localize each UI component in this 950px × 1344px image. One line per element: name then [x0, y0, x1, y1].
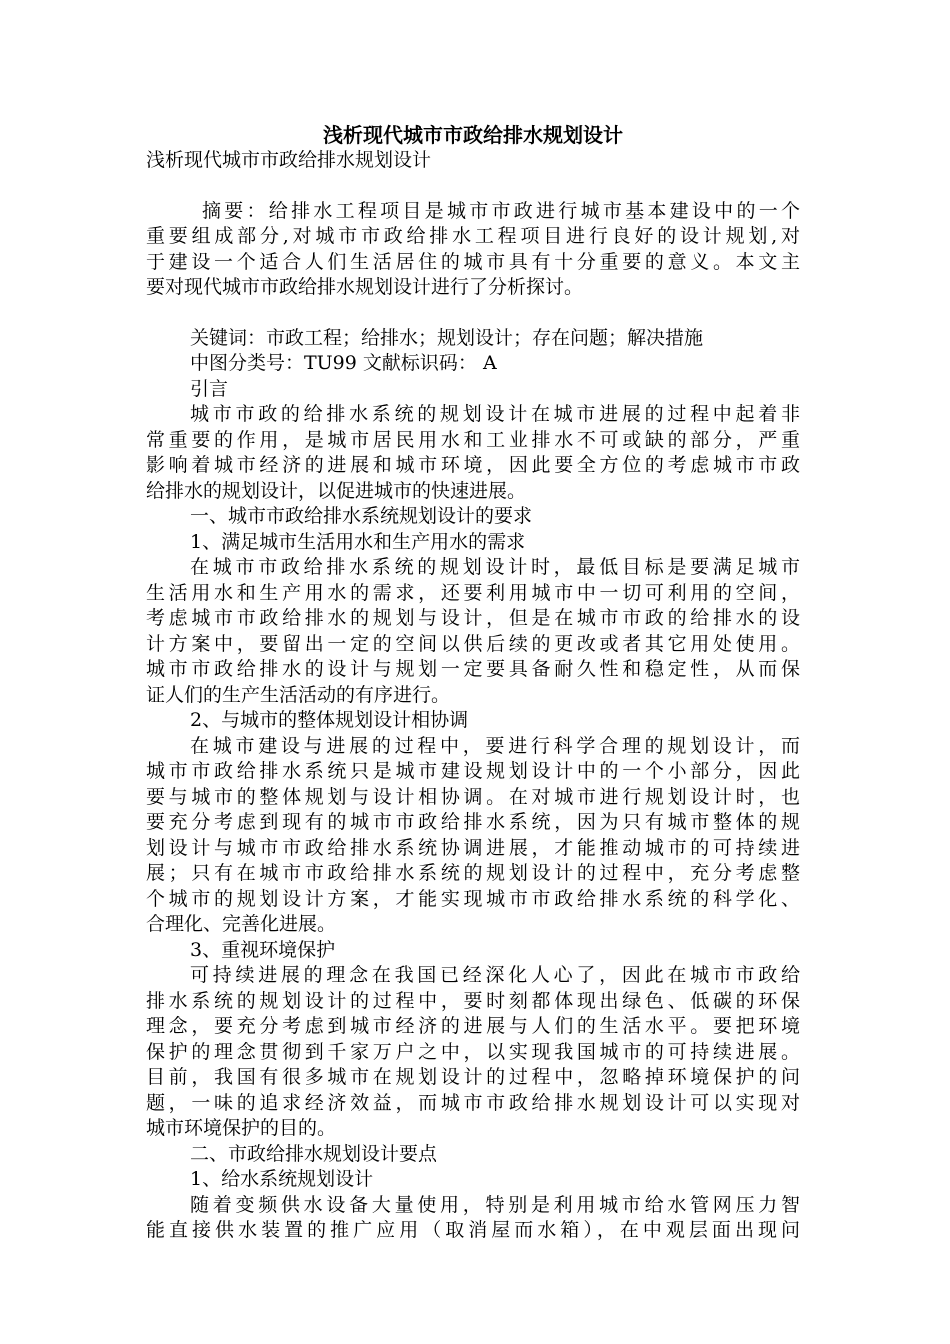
paragraph-line: 计方案中，要留出一定的空间以供后续的更改或者其它用处使用。 [146, 632, 800, 655]
subsection-heading: 1、满足城市生活用水和生产用水的需求 [190, 530, 526, 553]
paragraph-line: 要与城市的整体规划与设计相协调。在对城市进行规划设计时，也 [146, 785, 800, 808]
subsection-heading: 3、重视环境保护 [190, 938, 336, 961]
paragraph-line: 影响着城市经济的进展和城市环境，因此要全方位的考虑城市市政 [146, 454, 800, 476]
paragraph-line: 合理化、完善化进展。 [146, 913, 337, 935]
paragraph-line: 理念，要充分考虑到城市经济的进展与人们的生活水平。要把环境 [146, 1015, 800, 1037]
paragraph-line: 可持续进展的理念在我国已经深化人心了，因此在城市市政给 [190, 964, 800, 986]
paragraph-line: 城市市政给排水的设计与规划一定要具备耐久性和稳定性，从而保 [146, 658, 800, 680]
subsection-heading: 2、与城市的整体规划设计相协调 [190, 709, 469, 731]
paragraph-line: 常重要的作用，是城市居民用水和工业排水不可或缺的部分，严重 [146, 428, 800, 451]
paragraph-line: 随着变频供水设备大量使用，特别是利用城市给水管网压力智 [190, 1193, 800, 1216]
abstract-line: 重要组成部分,对城市市政给排水工程项目进行良好的设计规划,对 [146, 225, 800, 247]
document-subtitle: 浅析现代城市市政给排水规划设计 [146, 149, 432, 171]
paragraph-line: 展；只有在城市市政给排水系统的规划设计的过程中，充分考虑整 [146, 862, 800, 884]
section-heading: 一、城市市政给排水系统规划设计的要求 [190, 505, 533, 527]
section-heading: 二、市政给排水规划设计要点 [190, 1142, 438, 1165]
keywords: 关键词：市政工程；给排水；规划设计；存在问题；解决措施 [190, 326, 704, 349]
paragraph-line: 目前，我国有很多城市在规划设计的过程中，忽略掉环境保护的问 [146, 1066, 800, 1088]
section1-3-paragraph [146, 963, 800, 1142]
paragraph-line: 城市市政给排水系统只是城市建设规划设计中的一个小部分，因此 [146, 760, 800, 782]
paragraph-line: 生活用水和生产用水的需求，还要利用城市中一切可利用的空间， [146, 581, 800, 604]
paragraph-line: 划设计与城市市政给排水系统协调进展，才能推动城市的可持续进 [146, 836, 800, 859]
paragraph-line: 城市市政的给排水系统的规划设计在城市进展的过程中起着非 [190, 403, 800, 425]
abstract-line: 摘要：给排水工程项目是城市市政进行城市基本建设中的一个 [202, 199, 800, 222]
document-title: 浅析现代城市市政给排水规划设计 [323, 123, 623, 147]
paragraph-line: 考虑城市市政给排水的规划与设计，但是在城市市政的给排水的设 [146, 607, 800, 629]
spacer [146, 301, 800, 326]
paragraph-line: 在城市市政给排水系统的规划设计时，最低目标是要满足城市 [190, 556, 800, 578]
abstract [146, 199, 800, 301]
subsection-heading: 1、给水系统规划设计 [190, 1168, 374, 1190]
abstract-line: 要对现代城市市政给排水规划设计进行了分析探讨。 [146, 276, 584, 298]
paragraph-line: 能直接供水装置的推广应用（取消屋而水箱），在中观层面出现问 [146, 1219, 800, 1241]
paragraph-line: 保护的理念贯彻到千家万户之中，以实现我国城市的可持续进展。 [146, 1040, 800, 1063]
paragraph-line: 证人们的生产生活活动的有序进行。 [146, 683, 451, 706]
paragraph-line: 给排水的规划设计，以促进城市的快速进展。 [146, 479, 527, 502]
section2-1-paragraph [146, 1193, 800, 1244]
paragraph-line: 要充分考虑到现有的城市市政给排水系统，因为只有城市整体的规 [146, 811, 800, 833]
section1-2-paragraph [146, 734, 800, 938]
section1-1-paragraph [146, 555, 800, 708]
paragraph-line: 城市环境保护的目的。 [146, 1117, 337, 1139]
intro-paragraph [146, 402, 800, 504]
paragraph-line: 在城市建设与进展的过程中，要进行科学合理的规划设计，而 [190, 734, 800, 757]
abstract-line: 于建设一个适合人们生活居住的城市具有十分重要的意义。本文主 [146, 250, 800, 273]
classification: 中图分类号：TU99 文献标识码： A [190, 352, 497, 374]
paragraph-line: 题，一味的追求经济效益，而城市市政给排水规划设计可以实现对 [146, 1091, 800, 1114]
document-page [146, 122, 800, 1244]
paragraph-line: 排水系统的规划设计的过程中，要时刻都体现出绿色、低碳的环保 [146, 989, 800, 1012]
paragraph-line: 个城市的规划设计方案，才能实现城市市政给排水系统的科学化、 [146, 887, 800, 910]
intro-heading: 引言 [190, 377, 229, 400]
